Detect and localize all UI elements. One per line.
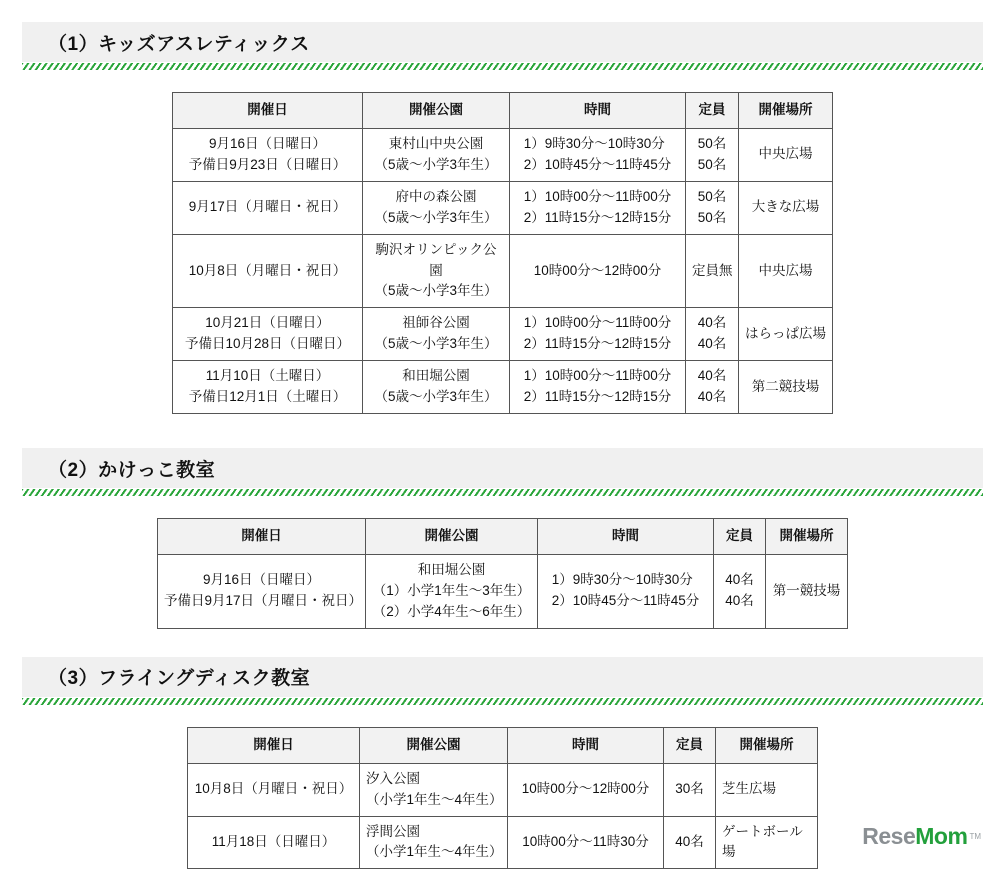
cell-date: 10月8日（月曜日・祝日） (188, 763, 360, 816)
table-row (173, 361, 833, 414)
cell-capacity: 40名 40名 (686, 361, 739, 414)
table-row (173, 181, 833, 234)
cell-capacity: 30名 (664, 763, 716, 816)
spacer-after-header-3 (0, 705, 1005, 727)
section-title-3: （3）フライングディスク教室 (48, 668, 311, 690)
column-header-time: 時間 (508, 727, 664, 763)
cell-capacity: 50名 50名 (686, 181, 739, 234)
table-wrap-2 (0, 518, 1005, 629)
column-header-capacity: 定員 (664, 727, 716, 763)
spacer-after-header-1 (0, 70, 1005, 92)
cell-capacity: 40名 40名 (714, 554, 766, 628)
cell-date: 9月16日（日曜日） 予備日9月23日（日曜日） (173, 128, 363, 181)
cell-date: 10月21日（日曜日） 予備日10月28日（日曜日） (173, 308, 363, 361)
table-wrap-3 (0, 727, 1005, 869)
cell-capacity: 40名 (664, 816, 716, 869)
cell-park: 東村山中央公園 （5歳～小学3年生） (363, 128, 510, 181)
cell-park: 府中の森公園 （5歳～小学3年生） (363, 181, 510, 234)
section-kids-athletics (0, 22, 1005, 70)
cell-date: 9月17日（月曜日・祝日） (173, 181, 363, 234)
column-header-place: 開催場所 (716, 727, 818, 763)
cell-time: 1）10時00分～11時00分 2）11時15分～12時15分 (510, 308, 686, 361)
column-header-capacity: 定員 (714, 519, 766, 555)
table-header-row (188, 727, 818, 763)
spacer-2 (0, 629, 1005, 657)
table-row (173, 234, 833, 308)
cell-park: 駒沢オリンピック公園 （5歳～小学3年生） (363, 234, 510, 308)
spacer-after-header-2 (0, 496, 1005, 518)
section-header-2 (22, 448, 983, 488)
cell-park: 浮間公園 （小学1年生～4年生） (360, 816, 508, 869)
cell-capacity: 定員無 (686, 234, 739, 308)
section-title-1: （1）キッズアスレティックス (48, 33, 310, 55)
cell-time: 10時00分～12時00分 (508, 763, 664, 816)
cell-date: 11月10日（土曜日） 予備日12月1日（土曜日） (173, 361, 363, 414)
cell-park: 和田堀公園 （5歳～小学3年生） (363, 361, 510, 414)
spacer-1 (0, 414, 1005, 448)
cell-place: 中央広場 (739, 128, 833, 181)
section-header-3 (22, 657, 983, 697)
logo-trademark: TM (969, 832, 981, 841)
top-spacer (0, 0, 1005, 22)
table-row (173, 308, 833, 361)
section-header-1 (22, 22, 983, 62)
schedule-table-2 (157, 518, 848, 629)
logo-text-rese: Rese (862, 823, 916, 849)
column-header-capacity: 定員 (686, 93, 739, 129)
table-header-row (173, 93, 833, 129)
cell-date: 11月18日（日曜日） (188, 816, 360, 869)
section-flying-disc (0, 657, 1005, 705)
section-rule-2 (22, 488, 983, 496)
cell-place: 芝生広場 (716, 763, 818, 816)
resemom-logo (862, 823, 981, 850)
table-row (188, 816, 818, 869)
cell-capacity: 50名 50名 (686, 128, 739, 181)
table-header-row (158, 519, 848, 555)
section-rule-3 (22, 697, 983, 705)
cell-place: 中央広場 (739, 234, 833, 308)
column-header-date: 開催日 (173, 93, 363, 129)
table-row (158, 554, 848, 628)
section-title-2: （2）かけっこ教室 (48, 459, 216, 481)
column-header-park: 開催公園 (360, 727, 508, 763)
cell-place: はらっぱ広場 (739, 308, 833, 361)
logo-text-mom: Mom (915, 823, 968, 849)
column-header-park: 開催公園 (366, 519, 538, 555)
cell-place: ゲートボール場 (716, 816, 818, 869)
cell-place: 第一競技場 (766, 554, 848, 628)
cell-place: 大きな広場 (739, 181, 833, 234)
table-row (173, 128, 833, 181)
column-header-date: 開催日 (188, 727, 360, 763)
cell-time: 1）9時30分～10時30分 2）10時45分～11時45分 (510, 128, 686, 181)
cell-time: 1）10時00分～11時00分 2）11時15分～12時15分 (510, 181, 686, 234)
column-header-time: 時間 (538, 519, 714, 555)
cell-park: 汐入公園 （小学1年生～4年生） (360, 763, 508, 816)
column-header-date: 開催日 (158, 519, 366, 555)
section-kakekko (0, 448, 1005, 496)
column-header-place: 開催場所 (739, 93, 833, 129)
column-header-park: 開催公園 (363, 93, 510, 129)
cell-time: 10時00分～12時00分 (510, 234, 686, 308)
schedule-table-1 (172, 92, 833, 414)
cell-park: 祖師谷公園 （5歳～小学3年生） (363, 308, 510, 361)
column-header-place: 開催場所 (766, 519, 848, 555)
cell-place: 第二競技場 (739, 361, 833, 414)
cell-date: 9月16日（日曜日） 予備日9月17日（月曜日・祝日） (158, 554, 366, 628)
table-row (188, 763, 818, 816)
cell-time: 1）10時00分～11時00分 2）11時15分～12時15分 (510, 361, 686, 414)
schedule-table-3 (187, 727, 818, 869)
cell-capacity: 40名 40名 (686, 308, 739, 361)
section-rule-1 (22, 62, 983, 70)
table-wrap-1 (0, 92, 1005, 414)
cell-time: 10時00分～11時30分 (508, 816, 664, 869)
cell-time: 1）9時30分～10時30分 2）10時45分～11時45分 (538, 554, 714, 628)
cell-park: 和田堀公園 （1）小学1年生～3年生） （2）小学4年生～6年生） (366, 554, 538, 628)
column-header-time: 時間 (510, 93, 686, 129)
cell-date: 10月8日（月曜日・祝日） (173, 234, 363, 308)
